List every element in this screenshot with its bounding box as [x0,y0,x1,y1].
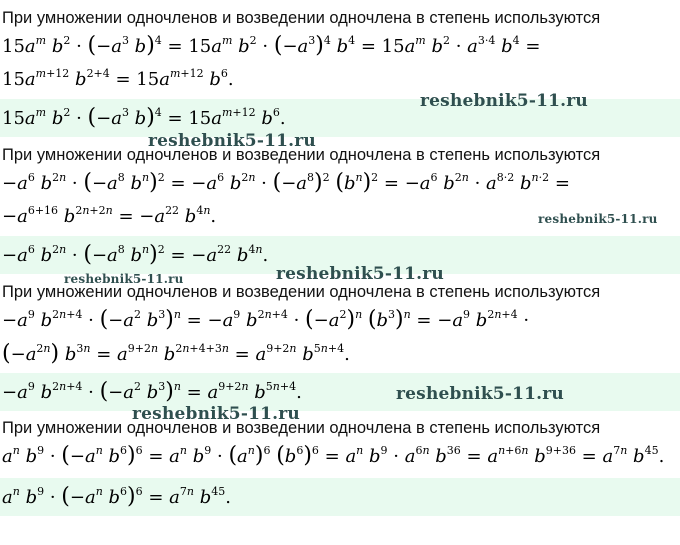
section-3-line-1: $-a^9$ $b^{2n+4} \cdot (-a^2$ $b^3)^n = -a^9$ $b^{2n+4} \cdot (-a^2)^n$ $(b^3)^n = -a^9$ $b^{2n+4}$ · [2,307,530,332]
section-2-line-2: $-a^{6+16}$ $b^{2n+2n} = -a^{22}$ $b^{4n}$. [2,204,217,227]
section-3-intro: При умножении одночленов и возведении одночлена в степень используются [2,283,601,301]
section-2-intro: При умножении одночленов и возведении одночлена в степень используются [2,146,601,164]
watermark: reshebnik5-11.ru [132,404,300,424]
watermark: reshebnik5-11.ru [420,91,588,111]
section-1-intro: При умножении одночленов и возведении одночлена в степень используются [2,9,601,27]
watermark: reshebnik5-11.ru [538,212,658,226]
watermark: reshebnik5-11.ru [276,264,444,284]
section-4-answer: $a^n$ $b^9 \cdot (-a^n$ $b^6)^6 = a^{7n}$ $b^{45}$. [2,484,231,509]
section-4-line-1: $a^n$ $b^9 \cdot (-a^n$ $b^6)^6 = a^n$ $b^9 \cdot (a^n)^6$ $(b^6)^6 = a^n$ $b^9 \cdot a^{6n}$ $b^{36} = a^{n+6n}$ $b^{9+36} = a^{7n}$ $b^{45}$. [2,443,665,468]
section-3-line-2: $(-a^{2n}) b^{3n} = a^{9+2n}$ $b^{2n+4+3n} = a^{9+2n}$ $b^{5n+4}$. [2,341,350,366]
watermark: reshebnik5-11.ru [64,272,184,286]
section-4-intro: При умножении одночленов и возведении одночлена в степень используются [2,419,601,437]
section-2-line-1: $-a^6$ $b^{2n} \cdot (-a^8$ $b^n)^2 = -a^6$ $b^{2n} \cdot (-a^8)^2$ $(b^n)^2 = -a^6$ $b^{2n} \cdot a^{8\cdot 2}$ $b^{n\cdot 2}$ = [2,170,570,195]
watermark: reshebnik5-11.ru [396,384,564,404]
section-2-answer: $-a^6$ $b^{2n} \cdot (-a^8$ $b^n)^2 = -a^{22}$ $b^{4n}$. [2,242,269,267]
section-3-answer: $-a^9$ $b^{2n+4} \cdot (-a^2$ $b^3)^n = a^{9+2n}$ $b^{5n+4}$. [2,379,302,404]
section-1-line-2: $15a^{m+12}$ $b^{2+4} = 15a^{m+12}$ $b^6$. [2,67,234,90]
section-1-answer: $15a^m$ $b^2 \cdot (-a^3$ $b)^4 = 15a^{m+12}$ $b^6$. [2,105,286,130]
watermark: reshebnik5-11.ru [148,131,316,151]
section-1-line-1: $15a^m$ $b^2 \cdot (-a^3$ $b)^4 = 15a^m$ $b^2 \cdot (-a^3)^4$ $b^4 = 15a^m$ $b^2 \cdot a^{3\cdot 4}$ $b^4$ = [2,33,541,58]
